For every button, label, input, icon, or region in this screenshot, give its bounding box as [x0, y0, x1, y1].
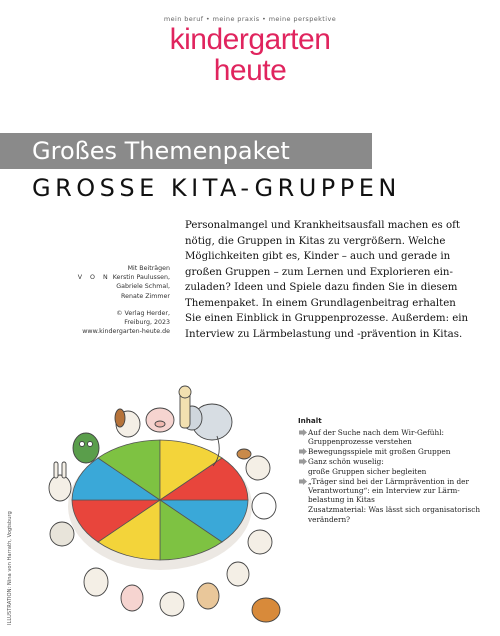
logo-line-1: kindergarten: [169, 23, 331, 56]
table-of-contents: [298, 416, 481, 525]
toc-item-line: Auf der Suche nach dem Wir-Gefühl:: [308, 428, 444, 437]
banner-text: Großes Themenpaket: [32, 137, 290, 165]
toc-item-line: „Träger sind bei der Lärmprävention in der: [308, 476, 469, 486]
arrow-right-icon: [298, 429, 308, 436]
lead-line: Themenpaket. In einem Grundlagenbeitrag erhalten: [185, 297, 456, 309]
credits-intro: Mit Beiträgen: [127, 265, 170, 272]
toc-item-line: belastung in Kitas: [308, 495, 375, 505]
toc-item-line: verändern?: [308, 514, 351, 524]
credits-authors: [40, 273, 170, 282]
tagline: mein beruf • meine praxis • meine perspektive: [163, 15, 337, 23]
toc-item-line: Verantwortung“: ein Interview zur Lärm-: [308, 485, 460, 495]
illustration-credit: ILLUSTRATION: Nina von Harrath, Vogtsburg: [7, 511, 13, 625]
credits-author: Gabriele Schmal,: [116, 283, 170, 291]
toc-item-line: Gruppenprozesse verstehen: [308, 437, 412, 447]
arrow-right-icon: [298, 448, 308, 455]
toc-item-line: Ganz schön wuselig:: [308, 457, 384, 467]
headline: GROSSE KITA-GRUPPEN: [32, 174, 401, 202]
toc-item-line: Zusatzmaterial: Was lässt sich organisatorisch: [308, 505, 481, 515]
arrow-right-icon: [298, 458, 308, 465]
credits: [40, 264, 170, 336]
toc-item-line: Bewegungsspiele mit großen Gruppen: [308, 447, 451, 457]
lead-line: Personalmangel und Krankheitsausfall machen es oft: [185, 220, 461, 231]
credits-author: Renate Zimmer: [121, 292, 170, 300]
credits-publisher: Freiburg, 2023: [124, 319, 170, 327]
toc-item[interactable]: [298, 477, 478, 505]
arrow-right-icon: [298, 478, 308, 485]
credits-von: V O N: [77, 274, 111, 282]
credits-website[interactable]: www.kindergarten-heute.de: [82, 328, 170, 336]
parachute-illustration: [32, 384, 302, 632]
lead-line: zuladen? Ideen und Spiele dazu finden Sie in diesem: [185, 282, 458, 293]
toc-item[interactable]: [298, 428, 478, 447]
toc-item[interactable]: [298, 457, 478, 476]
lead-line: großen Gruppen – zum Lernen und Explorieren ein-: [185, 266, 453, 278]
lead-paragraph: [185, 218, 475, 342]
lead-line: Interview zu Lärmbelastung und -prävention in Kitas.: [185, 328, 463, 340]
toc-title: Inhalt: [298, 416, 322, 425]
toc-item[interactable]: [298, 505, 481, 524]
parachute-wedges: [72, 440, 248, 560]
credits-author: Kerstin Paulussen,: [112, 274, 170, 282]
toc-item[interactable]: [298, 447, 478, 456]
lead-line: Möglichkeiten gibt es, Kinder – auch und gerade in: [185, 251, 451, 262]
credits-publisher: © Verlag Herder,: [116, 309, 170, 317]
toc-item-line: große Gruppen sicher begleiten: [308, 466, 427, 476]
lead-line: Sie einen Einblick in Gruppenprozesse. Außerdem: ein: [185, 313, 469, 324]
lead-line: nötig, die Gruppen in Kitas zu vergrößern. Welche: [185, 235, 446, 247]
logo-line-2: heute: [213, 54, 287, 87]
